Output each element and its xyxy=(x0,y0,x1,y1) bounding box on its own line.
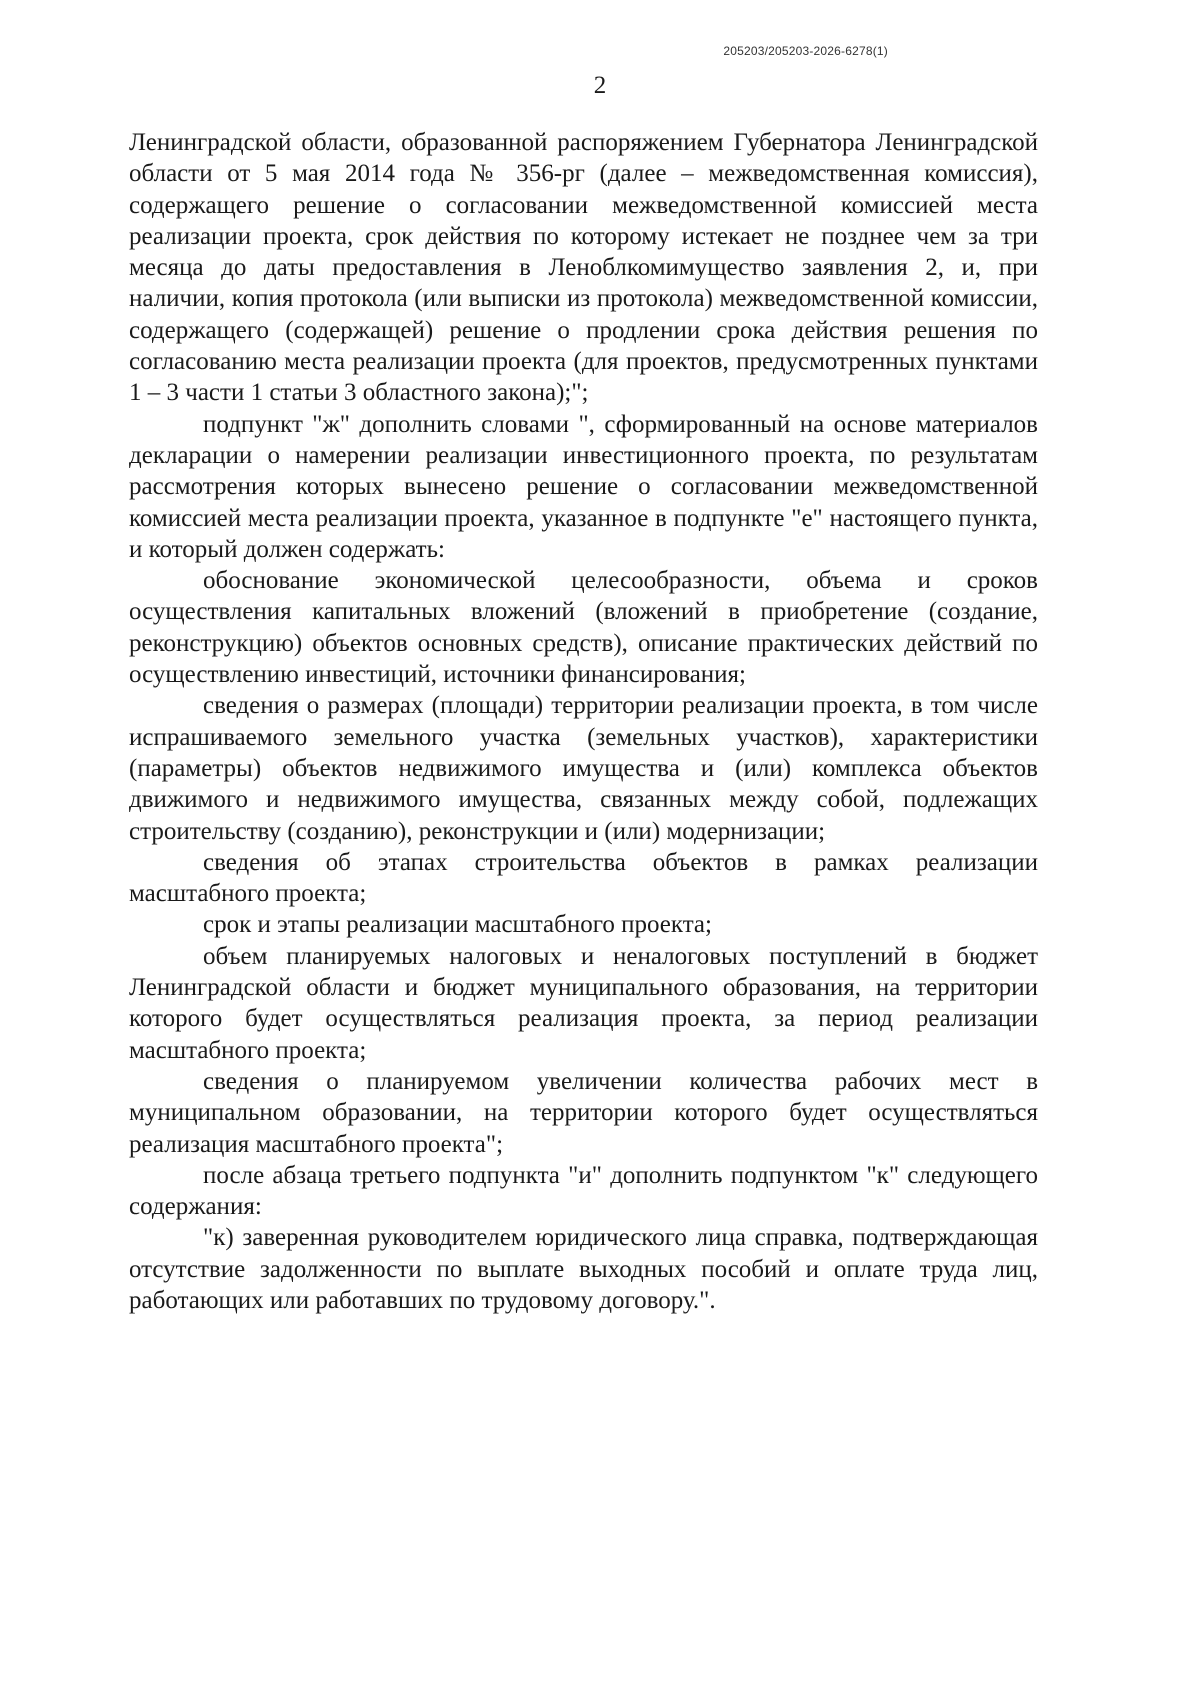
page-number: 2 xyxy=(593,72,607,99)
paragraph-5: сведения об этапах строительства объектов в рамках реализации масштабного проекта; xyxy=(129,848,1038,908)
paragraph-4: сведения о размерах (площади) территории реализации проекта, в том числе испрашиваемого земельного участка (земельных участков), характеристики (параметры) объектов недвижимого имущества и (или) комплекса объектов движимого и недвижимого имущества, связанных между собой, подлежащих строительству (созданию), реконструкции и (или) модернизации; xyxy=(129,692,1038,845)
paragraph-3: обоснование экономической целесообразности, объема и сроков осуществления капитальных вложений (вложений в приобретение (создание, реконструкцию) объектов основных средств), описание практических действий по осуществлению инвестиций, источники финансирования; xyxy=(129,567,1038,689)
paragraph-8: сведения о планируемом увеличении количества рабочих мест в муниципальном образовании, на территории которого будет осуществляться реализация масштабного проекта"; xyxy=(129,1067,1038,1158)
paragraph-6: срок и этапы реализации масштабного проекта; xyxy=(203,911,712,939)
paragraph-9: после абзаца третьего подпункта "и" дополнить подпунктом "к" следующего содержания: xyxy=(129,1161,1038,1221)
document-body xyxy=(129,127,1038,1316)
paragraph-2: подпункт "ж" дополнить словами ", сформированный на основе материалов декларации о намерении реализации инвестиционного проекта, по результатам рассмотрения которых вынесено решение о согласовании межведомственной комиссией места реализации проекта, указанное в подпункте "е" настоящего пункта, и который должен содержать: xyxy=(129,410,1038,563)
paragraph-1: Ленинградской области, образованной распоряжением Губернатора Ленинградской области от 5 мая 2014 года № 356-рг (далее – межведомственная комиссия), содержащего решение о согласовании межведомственной комиссией места реализации проекта, срок действия по которому истекает не позднее чем за три месяца до даты предоставления в Леноблкомимущество заявления 2, и, при наличии, копия протокола (или выписки из протокола) межведомственной комиссии, содержащего (содержащей) решение о продлении срока действия решения по согласованию места реализации проекта (для проектов, предусмотренных пунктами 1 – 3 части 1 статьи 3 областного закона);"; xyxy=(129,129,1038,407)
document-id: 205203/205203-2026-6278(1) xyxy=(723,44,888,58)
paragraph-10: "к) заверенная руководителем юридического лица справка, подтверждающая отсутствие задолженности по выплате выходных пособий и оплате труда лиц, работающих или работавших по трудовому договору.". xyxy=(129,1224,1038,1314)
paragraph-7: объем планируемых налоговых и неналоговых поступлений в бюджет Ленинградской области и бюджет муниципального образования, на территории которого будет осуществляться реализация проекта, за период реализации масштабного проекта; xyxy=(129,942,1038,1064)
